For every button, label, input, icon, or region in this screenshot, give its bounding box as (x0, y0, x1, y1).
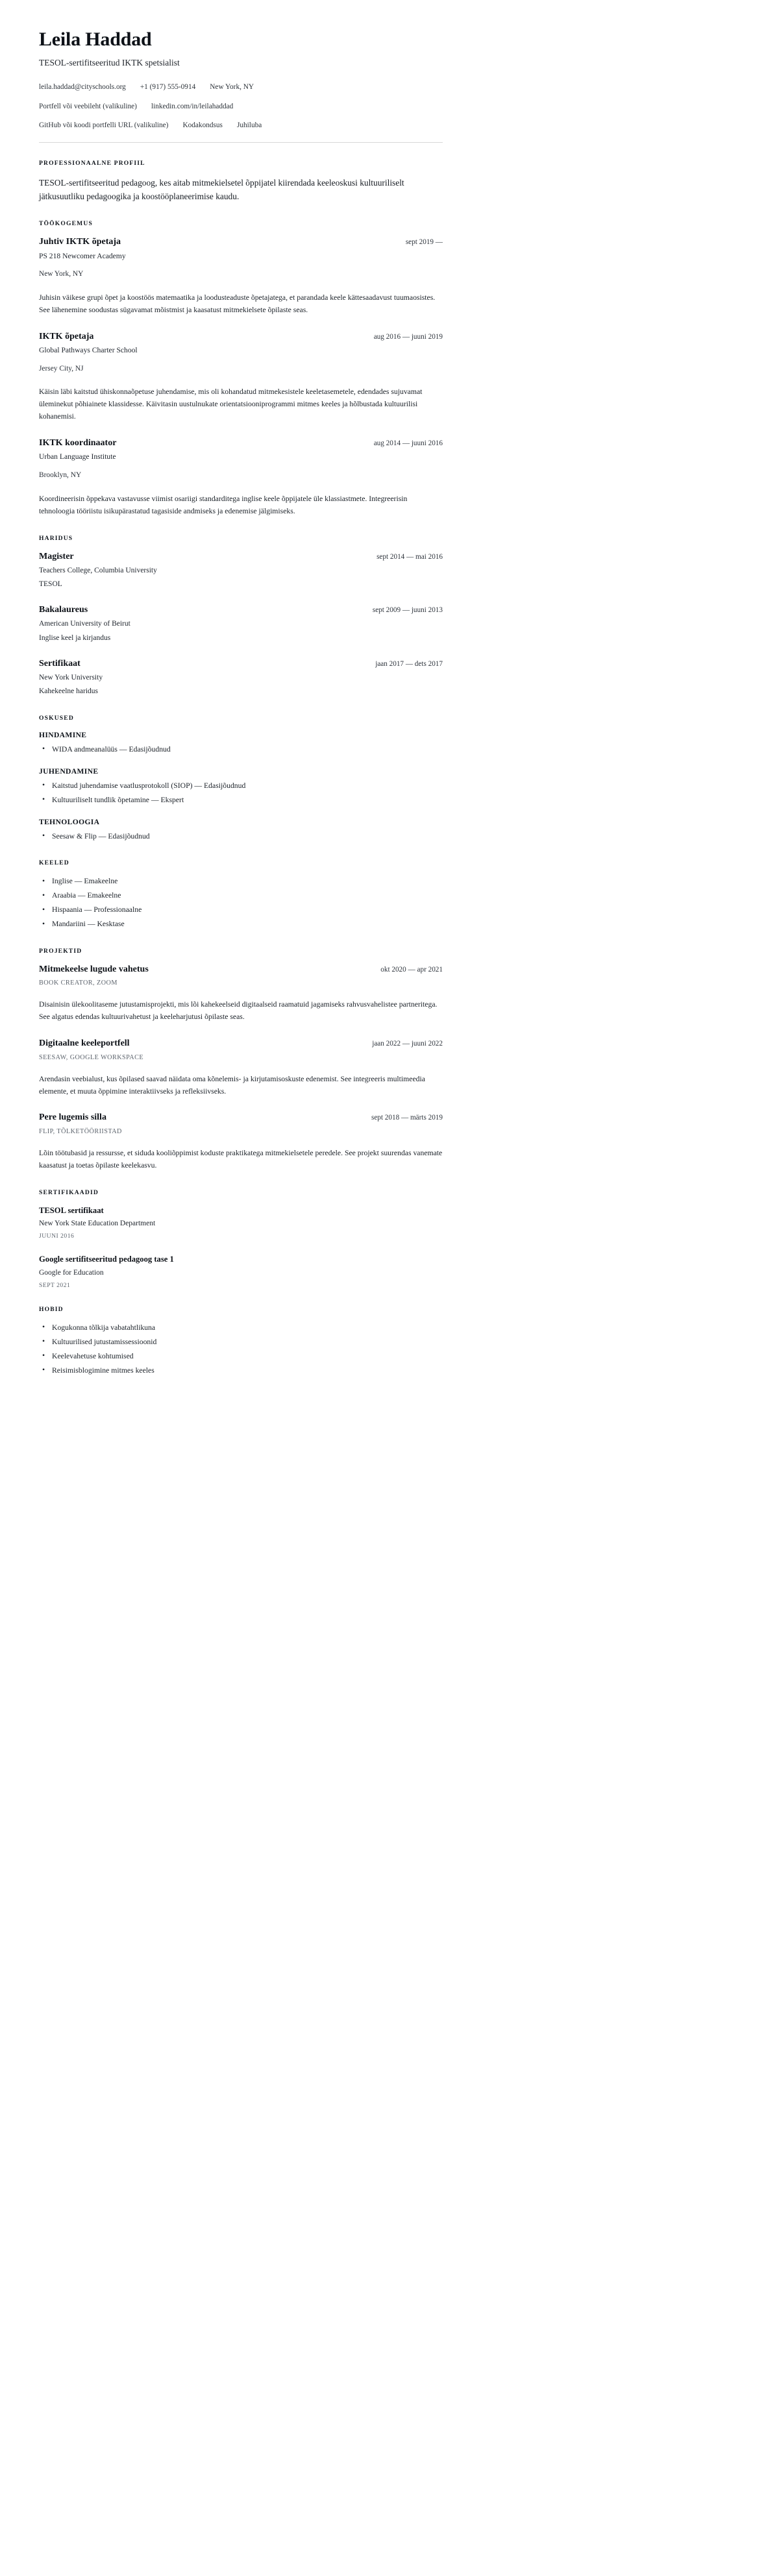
job-date-range: sept 2019 — (405, 238, 443, 247)
job-description: Koordineerisin õppekava vastavusse viimist osariigi standarditega inglise keele õppijatele üle klassiastmete. Integreerisin tehnoloogia tööriistu isikupärastatud tagasiside andmiseks ja edenemise jälgimiseks. (39, 494, 408, 515)
project-description: Arendasin veebialust, kus õpilased saavad näidata oma kõnelemis- ja kirjutamisoskuste edenemist. See integreeris multimeedia elemente, et muuta õppimine interaktiivseks ja refleksiivseks. (39, 1074, 425, 1096)
project-tools: SEESAW, GOOGLE WORKSPACE (39, 1053, 144, 1061)
section-heading-education: HARIDUS (39, 534, 73, 542)
degree-name: Bakalaureus (39, 605, 88, 615)
degree-date-range: sept 2014 — mai 2016 (377, 552, 443, 561)
hobby-item: • Kogukonna tõlkija vabatahtlikuna (39, 1322, 443, 1334)
experience-entry (39, 331, 443, 423)
project-date-range: okt 2020 — apr 2021 (380, 966, 443, 974)
project-entry (39, 1112, 443, 1171)
certification-issuer: Google for Education (39, 1268, 104, 1277)
entry-header (39, 964, 443, 975)
section-heading-projects: PROJEKTID (39, 948, 82, 955)
job-description: Juhisin väikese grupi õpet ja koostöös matemaatika ja loodusteaduste õpetajatega, et parandada keele kättesaadavust tuumaosistes. See lähenemine soodustas sügavamat mõistmist ja kaasatust mitmekielsete õpilaste seas. (39, 293, 436, 314)
section-hobbies (39, 1306, 443, 1377)
experience-list (39, 236, 443, 517)
degree-name: Magister (39, 551, 74, 561)
entry-header (39, 1112, 443, 1123)
section-experience (39, 220, 443, 517)
certification-name: Google sertifitseeritud pedagoog tase 1 (39, 1255, 174, 1264)
skill-group-title: TEHNOLOOGIA (39, 817, 100, 826)
project-tools: FLIP, TÕLKETÖÖRIISTAD (39, 1127, 122, 1135)
education-list (39, 551, 443, 698)
job-organization: PS 218 Newcomer Academy (39, 251, 126, 260)
entry-header (39, 236, 443, 248)
contact-info (39, 82, 443, 130)
section-projects (39, 948, 443, 1171)
field-of-study: Inglise keel ja kirjandus (39, 633, 111, 642)
education-entry (39, 658, 443, 698)
skill-bullet-list (39, 831, 443, 843)
projects-list (39, 964, 443, 1171)
section-heading-certifications: SERTIFIKAADID (39, 1188, 99, 1196)
job-location: Brooklyn, NY (39, 471, 82, 480)
profile-summary: TESOL-sertifitseeritud pedagoog, kes aitab mitmekielsetel õppijatel kiirendada keeleoskusi kultuuriliselt jätkusuutliku pedagoogika ja koostööplaneerimise kaudu. (39, 177, 404, 201)
headline: TESOL-sertifitseeritud IKTK spetsialist (39, 57, 180, 67)
education-entry (39, 604, 443, 644)
skill-bullet-list (39, 780, 443, 807)
section-certifications (39, 1189, 443, 1289)
section-languages (39, 859, 443, 931)
contact-item[interactable]: leila.haddad@cityschools.org (39, 83, 126, 92)
job-date-range: aug 2014 — juuni 2016 (373, 439, 443, 448)
contact-item[interactable]: Kodakondsus (182, 121, 223, 130)
page-title: Leila Haddad (39, 29, 152, 50)
section-heading-skills: OSKUSED (39, 714, 74, 722)
skill-group (39, 731, 443, 756)
entry-header (39, 331, 443, 343)
entry-header (39, 658, 443, 670)
field-of-study: TESOL (39, 580, 62, 589)
hobby-item: • Keelevahetuse kohtumised (39, 1351, 443, 1363)
project-date-range: jaan 2022 — juuni 2022 (372, 1040, 443, 1048)
job-location: Jersey City, NJ (39, 364, 84, 373)
project-name: Pere lugemis silla (39, 1112, 106, 1123)
contact-row (39, 101, 443, 112)
contact-item[interactable]: linkedin.com/in/leilahaddad (151, 102, 234, 110)
section-profile (39, 160, 443, 204)
section-heading-languages: KEELED (39, 859, 69, 867)
skill-item: • WIDA andmeanalüüs — Edasijõudnud (39, 744, 443, 756)
language-item: • Hispaania — Professionaalne (39, 904, 443, 916)
skill-item: • Kultuuriliselt tundlik õpetamine — Ekspert (39, 794, 443, 807)
skill-group-title: JUHENDAMINE (39, 767, 99, 776)
hobby-item: • Reisimisblogimine mitmes keeles (39, 1365, 443, 1377)
degree-name: Sertifikaat (39, 658, 80, 669)
certification-entry (39, 1254, 443, 1289)
entry-header (39, 437, 443, 449)
project-description: Lõin töötubasid ja ressursse, et siduda kooliõppimist koduste praktikatega mitmekielsetele peredele. See projekt suurendas vanemate kaasatust ja toetas õpilaste keelekasvu. (39, 1148, 443, 1170)
project-entry (39, 964, 443, 1024)
contact-item[interactable]: +1 (917) 555-0914 (140, 83, 196, 92)
hobbies-bullet-list (39, 1322, 443, 1377)
language-item: • Inglise — Emakeelne (39, 876, 443, 888)
project-tools: BOOK CREATOR, ZOOM (39, 979, 117, 987)
degree-date-range: jaan 2017 — dets 2017 (375, 659, 443, 668)
education-entry (39, 551, 443, 591)
certifications-list (39, 1205, 443, 1289)
project-description: Disainisin ülekoolitaseme jutustamisprojekti, mis lõi kahekeelseid digitaalseid raamatuid jagamiseks rahvusvahelistee partneritega. See algatus edendas kultuurivahetust ja keeleharjutusi õpilaste seas. (39, 1000, 438, 1022)
project-entry (39, 1038, 443, 1098)
certification-date: SEPT 2021 (39, 1281, 71, 1289)
school-name: American University of Beirut (39, 620, 130, 628)
language-item: • Araabia — Emakeelne (39, 890, 443, 902)
entry-header (39, 551, 443, 563)
job-organization: Global Pathways Charter School (39, 346, 138, 354)
contact-row (39, 120, 443, 130)
contact-row (39, 82, 443, 92)
contact-item[interactable]: Juhiluba (236, 121, 262, 130)
job-date-range: aug 2016 — juuni 2019 (373, 332, 443, 341)
entry-header (39, 1038, 443, 1049)
job-description: Käisin läbi kaitstud ühiskonnaõpetuse juhendamise, mis oli kohandatud mitmekesistele keeletasemetele, edendades sujuvamat üleminekut põhiainete klassidesse. Käivitasin uustulnukate orientatsiooniprogrammi mitmes keeles ja hõlbustada kultuurilisi kohanemisi. (39, 387, 423, 421)
job-location: New York, NY (39, 270, 84, 278)
job-organization: Urban Language Institute (39, 452, 116, 461)
degree-date-range: sept 2009 — juuni 2013 (372, 606, 443, 615)
contact-item[interactable]: New York, NY (210, 83, 254, 92)
job-title: IKTK koordinaator (39, 438, 117, 448)
section-education (39, 535, 443, 698)
school-name: Teachers College, Columbia University (39, 566, 157, 574)
job-title: Juhtiv IKTK õpetaja (39, 237, 121, 247)
language-item: • Mandariini — Kesktase (39, 918, 443, 931)
contact-item[interactable]: Portfell või veebileht (valikuline) (39, 102, 137, 110)
hobby-item: • Kultuurilised jutustamissessioonid (39, 1336, 443, 1349)
header (39, 29, 443, 131)
school-name: New York University (39, 674, 103, 682)
experience-entry (39, 437, 443, 517)
skill-bullet-list (39, 744, 443, 756)
certification-issuer: New York State Education Department (39, 1219, 156, 1227)
entry-header (39, 604, 443, 616)
project-name: Mitmekeelse lugude vahetus (39, 964, 149, 975)
certification-name: TESOL sertifikaat (39, 1205, 104, 1215)
certification-entry (39, 1205, 443, 1240)
skill-group-title: HINDAMINE (39, 730, 87, 739)
skill-group (39, 767, 443, 807)
section-heading-experience: TÖÖKOGEMUS (39, 220, 93, 228)
resume-column (39, 29, 443, 1377)
certification-date: JUUNI 2016 (39, 1233, 75, 1240)
contact-item[interactable]: GitHub või koodi portfelli URL (valikuline) (39, 121, 169, 130)
experience-entry (39, 236, 443, 316)
project-date-range: sept 2018 — märts 2019 (371, 1114, 443, 1122)
header-divider (39, 142, 443, 143)
section-heading-hobbies: HOBID (39, 1305, 64, 1313)
skill-item: • Seesaw & Flip — Edasijõudnud (39, 831, 443, 843)
skill-item: • Kaitstud juhendamise vaatlusprotokoll (SIOP) — Edasijõudnud (39, 780, 443, 792)
job-title: IKTK õpetaja (39, 331, 94, 341)
section-skills (39, 715, 443, 843)
section-heading-profile: PROFESSIONAALNE PROFIIL (39, 159, 145, 167)
project-name: Digitaalne keeleportfell (39, 1038, 130, 1049)
skills-list (39, 731, 443, 843)
languages-bullet-list (39, 876, 443, 931)
field-of-study: Kahekeelne haridus (39, 687, 99, 696)
skill-group (39, 818, 443, 843)
